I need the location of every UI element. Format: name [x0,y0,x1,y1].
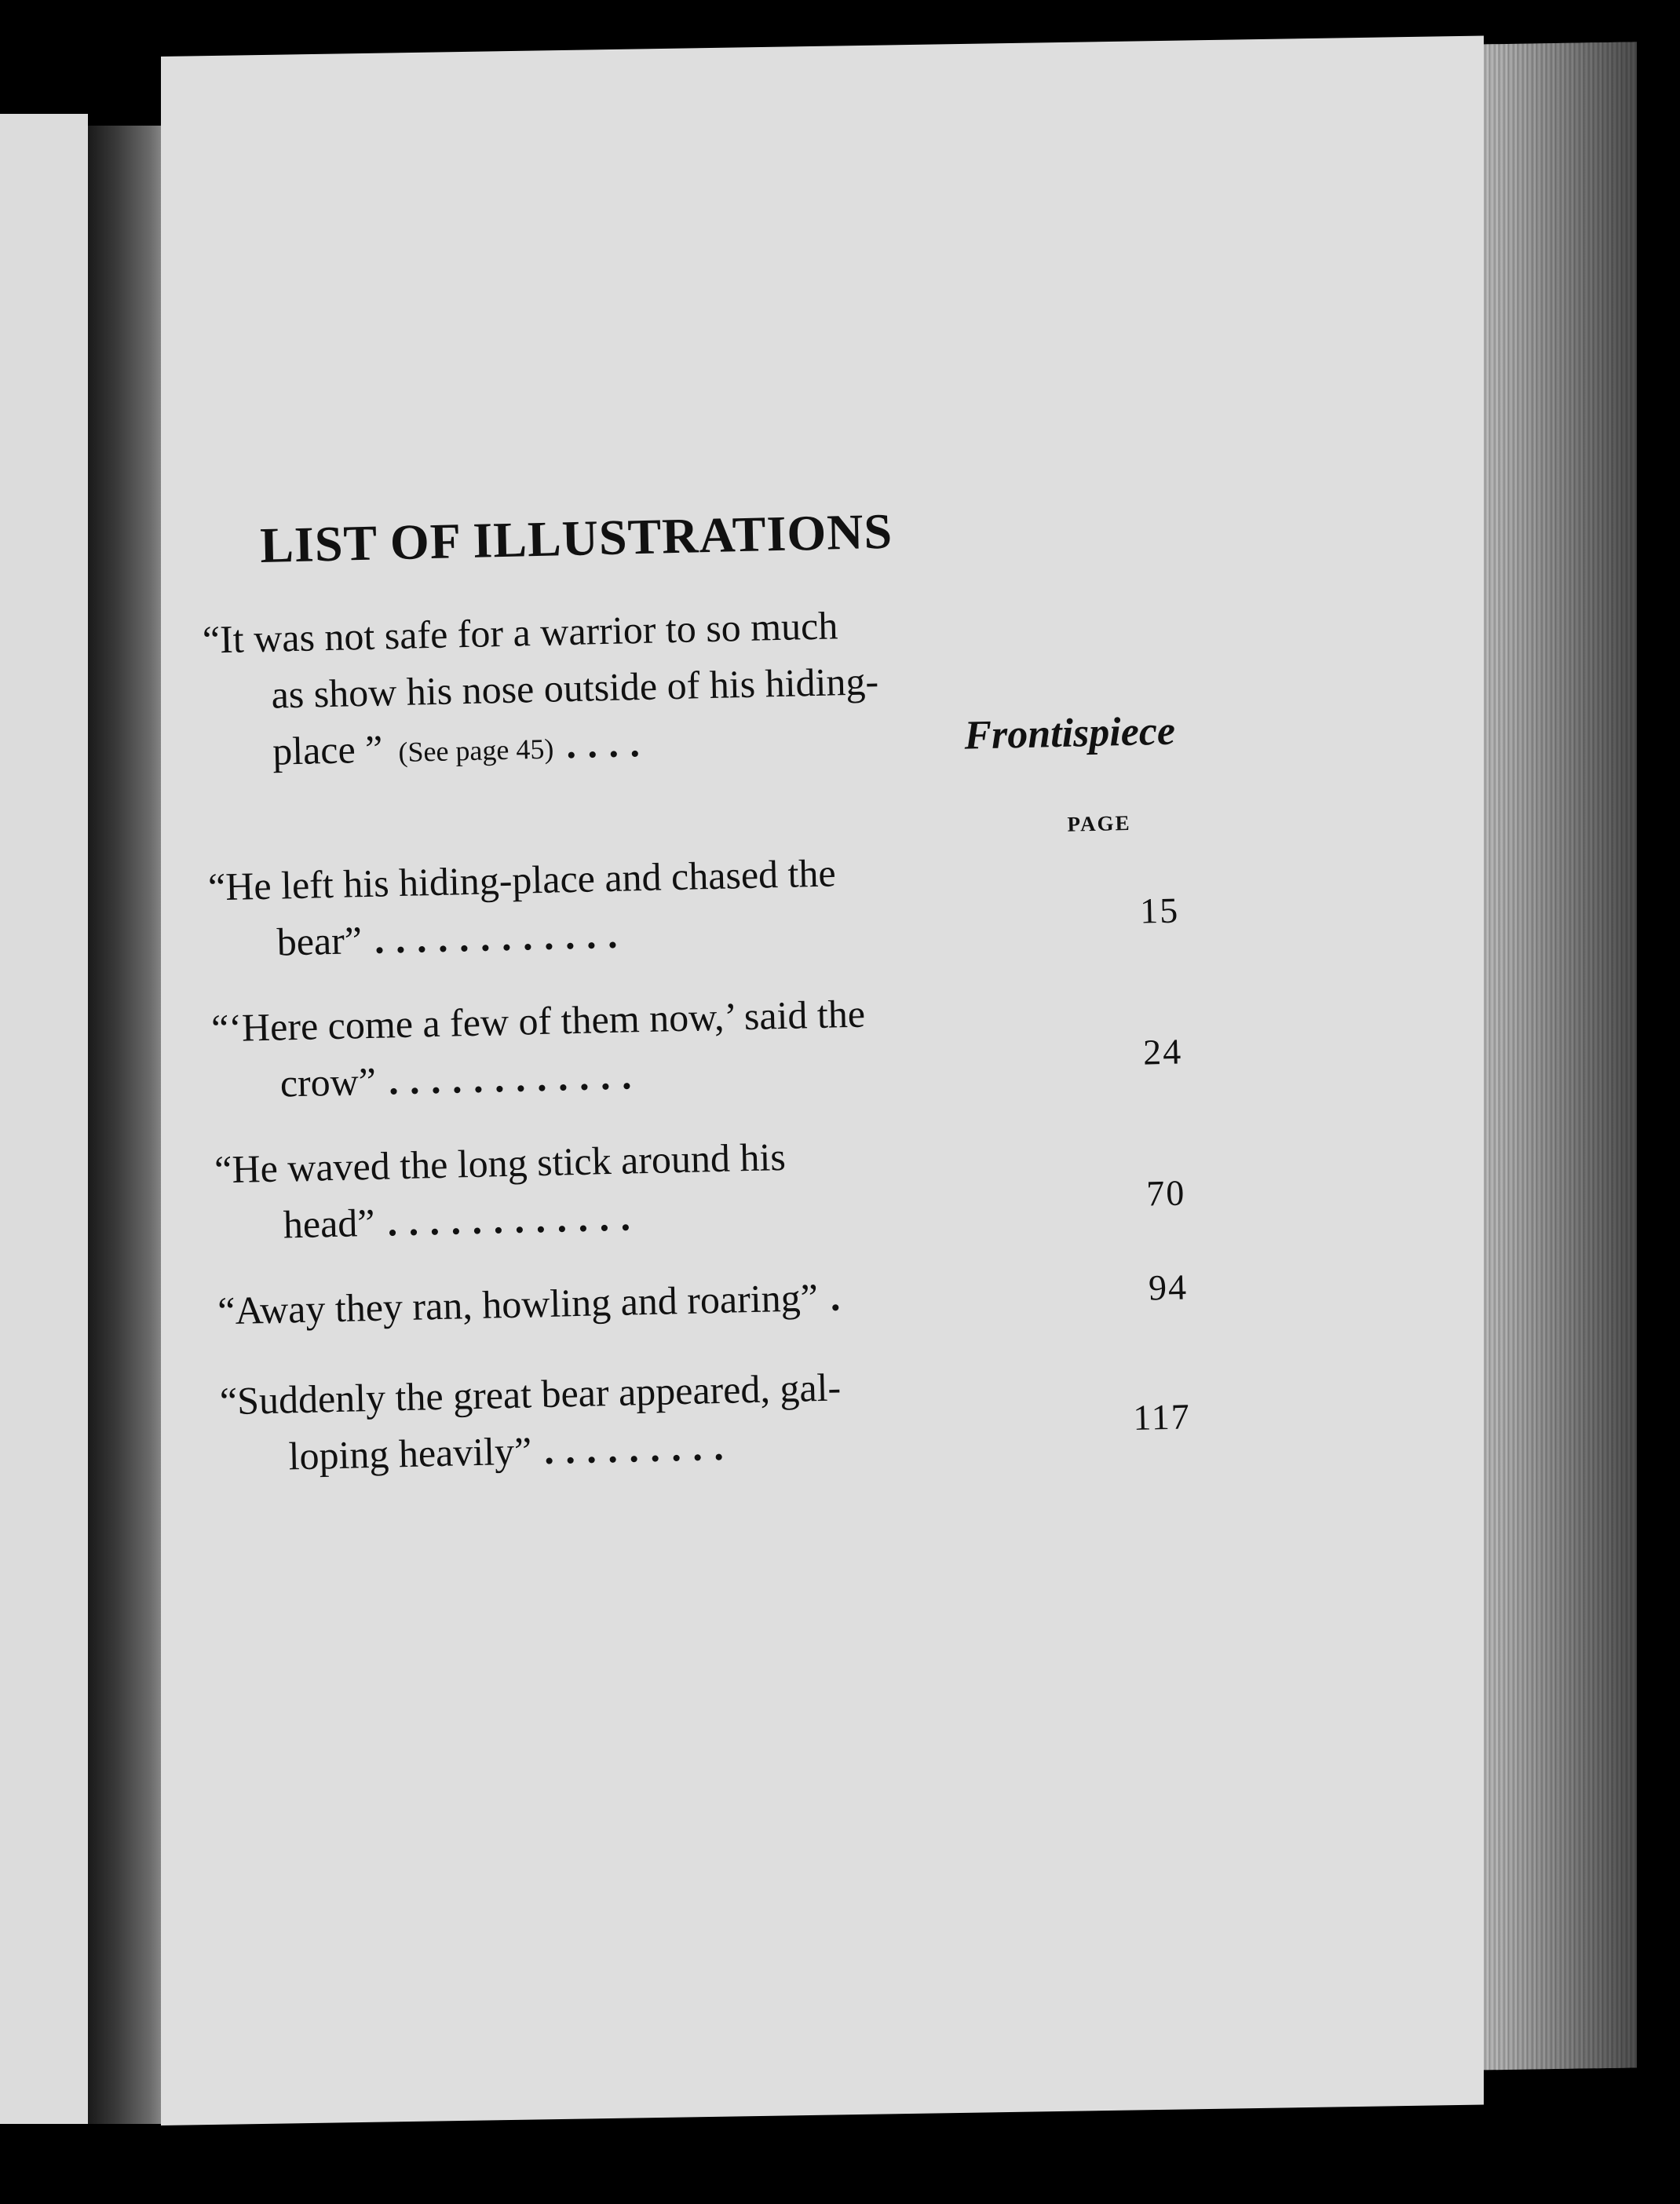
entry-line: “It was not safe for a warrior to so much [202,603,838,662]
entry-text: place ” [272,726,383,773]
page-number: 15 [1139,890,1180,931]
entry-text: “Away they ran, howling and roaring” [217,1275,819,1333]
leader-dots: . . . . . . . . . [543,1424,725,1473]
entry-line: as show his nose outside of his hiding- [270,659,879,717]
list-item [208,1359,1192,1478]
book-gutter [88,126,170,2124]
leader-dots: . . . . [565,721,641,767]
page-title: LIST OF ILLUSTRATIONS [259,503,893,573]
page-column-header: PAGE [1067,810,1131,836]
leader-dots: . . . . . . . . . . . . [374,912,619,962]
entry-line [279,1053,633,1106]
entry-text: bear” [276,918,363,964]
leader-dots: . . . . . . . . . . . . [388,1053,633,1103]
page-number: 24 [1142,1031,1183,1073]
list-item [206,1266,1189,1333]
entry-line [276,912,619,964]
list-item-frontispiece [191,598,1176,773]
page-number: 117 [1132,1396,1192,1438]
entry-line: “Suddenly the great bear appeared, gal- [219,1365,842,1424]
entry-line [217,1274,842,1333]
leader-dots: . [830,1274,842,1319]
entry-text: crow” [279,1058,377,1106]
see-page-note: (See page 45) [398,733,554,769]
leader-dots: . . . . . . . . . . . . [386,1194,632,1245]
entry-line: “‘Here come a few of them now,’ said the [210,991,866,1051]
frontispiece-label: Frontispiece [963,708,1176,758]
left-page-edge [0,114,88,2124]
entry-line: “He left his hiding-place and chased the [207,850,837,909]
list-item [200,986,1183,1106]
entry-line: “He waved the long stick around his [214,1134,787,1192]
list-item [197,846,1180,964]
page-number: 94 [1148,1266,1189,1308]
entry-line [272,723,641,771]
list-item [203,1128,1186,1247]
illustrations-list [188,480,1216,1523]
entry-line [287,1424,725,1478]
entry-text: head” [283,1200,376,1247]
entry-text: loping heavily” [287,1428,532,1478]
page-number: 70 [1145,1172,1186,1214]
entry-line [283,1194,632,1247]
